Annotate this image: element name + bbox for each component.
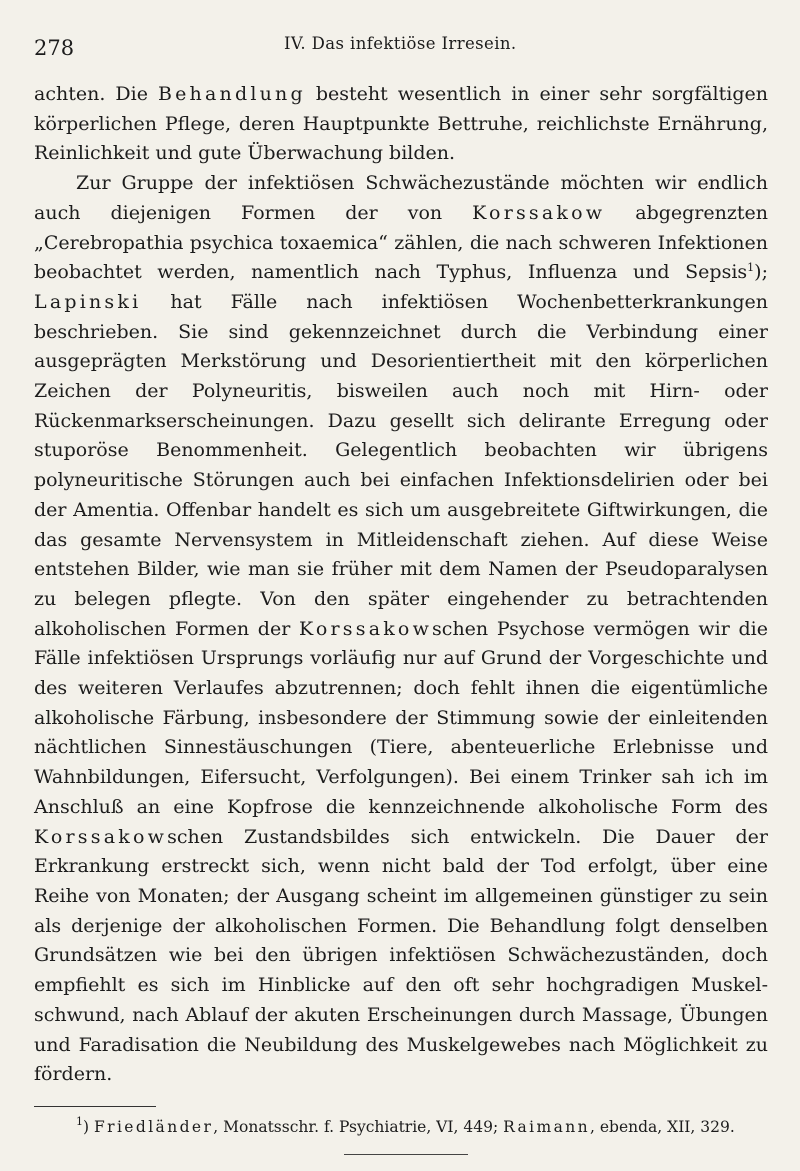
running-head: IV. Das infektiöse Irresein.	[284, 34, 517, 53]
text-run: , Monatsschr. f. Psychiatrie, VI, 449;	[213, 1117, 504, 1136]
text-run: , ebenda, XII, 329.	[590, 1117, 735, 1136]
author-name: Korssakow	[34, 825, 168, 848]
text-run: );	[754, 261, 768, 284]
author-name: Korssakow	[472, 201, 606, 224]
footnote-marker: 1	[76, 1114, 83, 1128]
author-name: Korssakow	[298, 617, 433, 640]
text-run: )	[83, 1117, 94, 1136]
end-rule	[344, 1154, 468, 1155]
text-run: abgegrenzten „Cerebropathia psychica toxaemica“ zählen, die nach schweren Infektionen beobachtet werden, namentlich nach Typhus, Influenza und Sepsis	[34, 201, 768, 284]
author-name: Raimann	[503, 1117, 591, 1136]
text-run: hat Fälle nach infektiösen Wochenbetterkrankungen beschrieben. Sie sind gekennzeichnet durch die Verbindung einer ausgeprägten Merkstörung und Desorientiertheit mit den körperlichen Zeichen der Polyneuritis, bisweilen auch noch mit Hirn- oder Rückenmarkserscheinungen. Dazu gesellt sich delirante Erregung oder stuporöse Benommenheit. Gelegentlich beobachten wir übrigens polyneuritische Störungen auch bei einfachen Infektionsdelirien oder bei der Amentia. Offenbar handelt es sich um ausgebreitete Giftwirkungen, die das gesamte Nervensystem in Mitleidenschaft ziehen. Auf diese Weise entstehen Bilder, wie man sie früher mit dem Namen der Pseudoparalysen zu belegen pflegte. Von den später eingehender zu betrachtenden alkoholischen Formen der	[34, 290, 768, 640]
text-run: Zur Gruppe der infektiösen Schwächezustände möchten wir endlich auch diejenigen Formen der von	[34, 172, 768, 224]
author-name: Lapinski	[34, 290, 142, 313]
text-run: schen Psychose vermögen wir die Fälle infektiösen Ursprungs vorläufig nur auf Grund der Vorgeschichte und des weiteren Verlaufes abzutrennen; doch fehlt ihnen die eigentümliche alkoholische Färbung, insbesondere der Stimmung sowie der einleitenden nächtlichen Sinnestäuschungen (Tiere, abenteuerliche Erlebnisse und Wahnbildungen, Eifersucht, Verfolgungen). Bei einem Trinker sah ich im Anschluß an eine Kopfrose die kennzeichnende alkoholische Form des	[34, 617, 768, 818]
footnote	[34, 1115, 768, 1140]
paragraph	[34, 169, 768, 1090]
footnote-divider	[34, 1106, 156, 1107]
page-header	[34, 30, 768, 70]
body-text	[34, 80, 768, 1090]
paragraph	[34, 80, 768, 169]
text-run: schen Zustandsbildes sich entwickeln. Die Dauer der Erkrankung erstreckt sich, wenn nicht bald der Tod erfolgt, über eine Reihe von Monaten; der Ausgang scheint im allgemeinen günstiger zu sein als derjenige der alkoholischen Formen. Die Behandlung folgt denselben Grundsätzen wie bei den übrigen infektiösen Schwächezuständen, doch empfiehlt es sich im Hinblicke auf den oft sehr hochgradigen Muskelschwund, nach Ablauf der akuten Erscheinungen durch Massage, Übungen und Faradisation die Neubildung des Muskelgewebes nach Möglichkeit zu fördern.	[34, 825, 768, 1086]
footnote-reference: 1	[747, 261, 755, 275]
text-run: achten. Die	[34, 83, 158, 105]
page-number: 278	[34, 36, 75, 60]
emphasized-term: Behandlung	[157, 83, 306, 105]
text-run: besteht wesentlich in einer sehr sorgfältigen körperlichen Pflege, deren Hauptpunkte Bettruhe, reichlichste Ernährung, Reinlichkeit und gute Überwachung bilden.	[34, 83, 768, 165]
author-name: Friedländer	[93, 1117, 214, 1136]
